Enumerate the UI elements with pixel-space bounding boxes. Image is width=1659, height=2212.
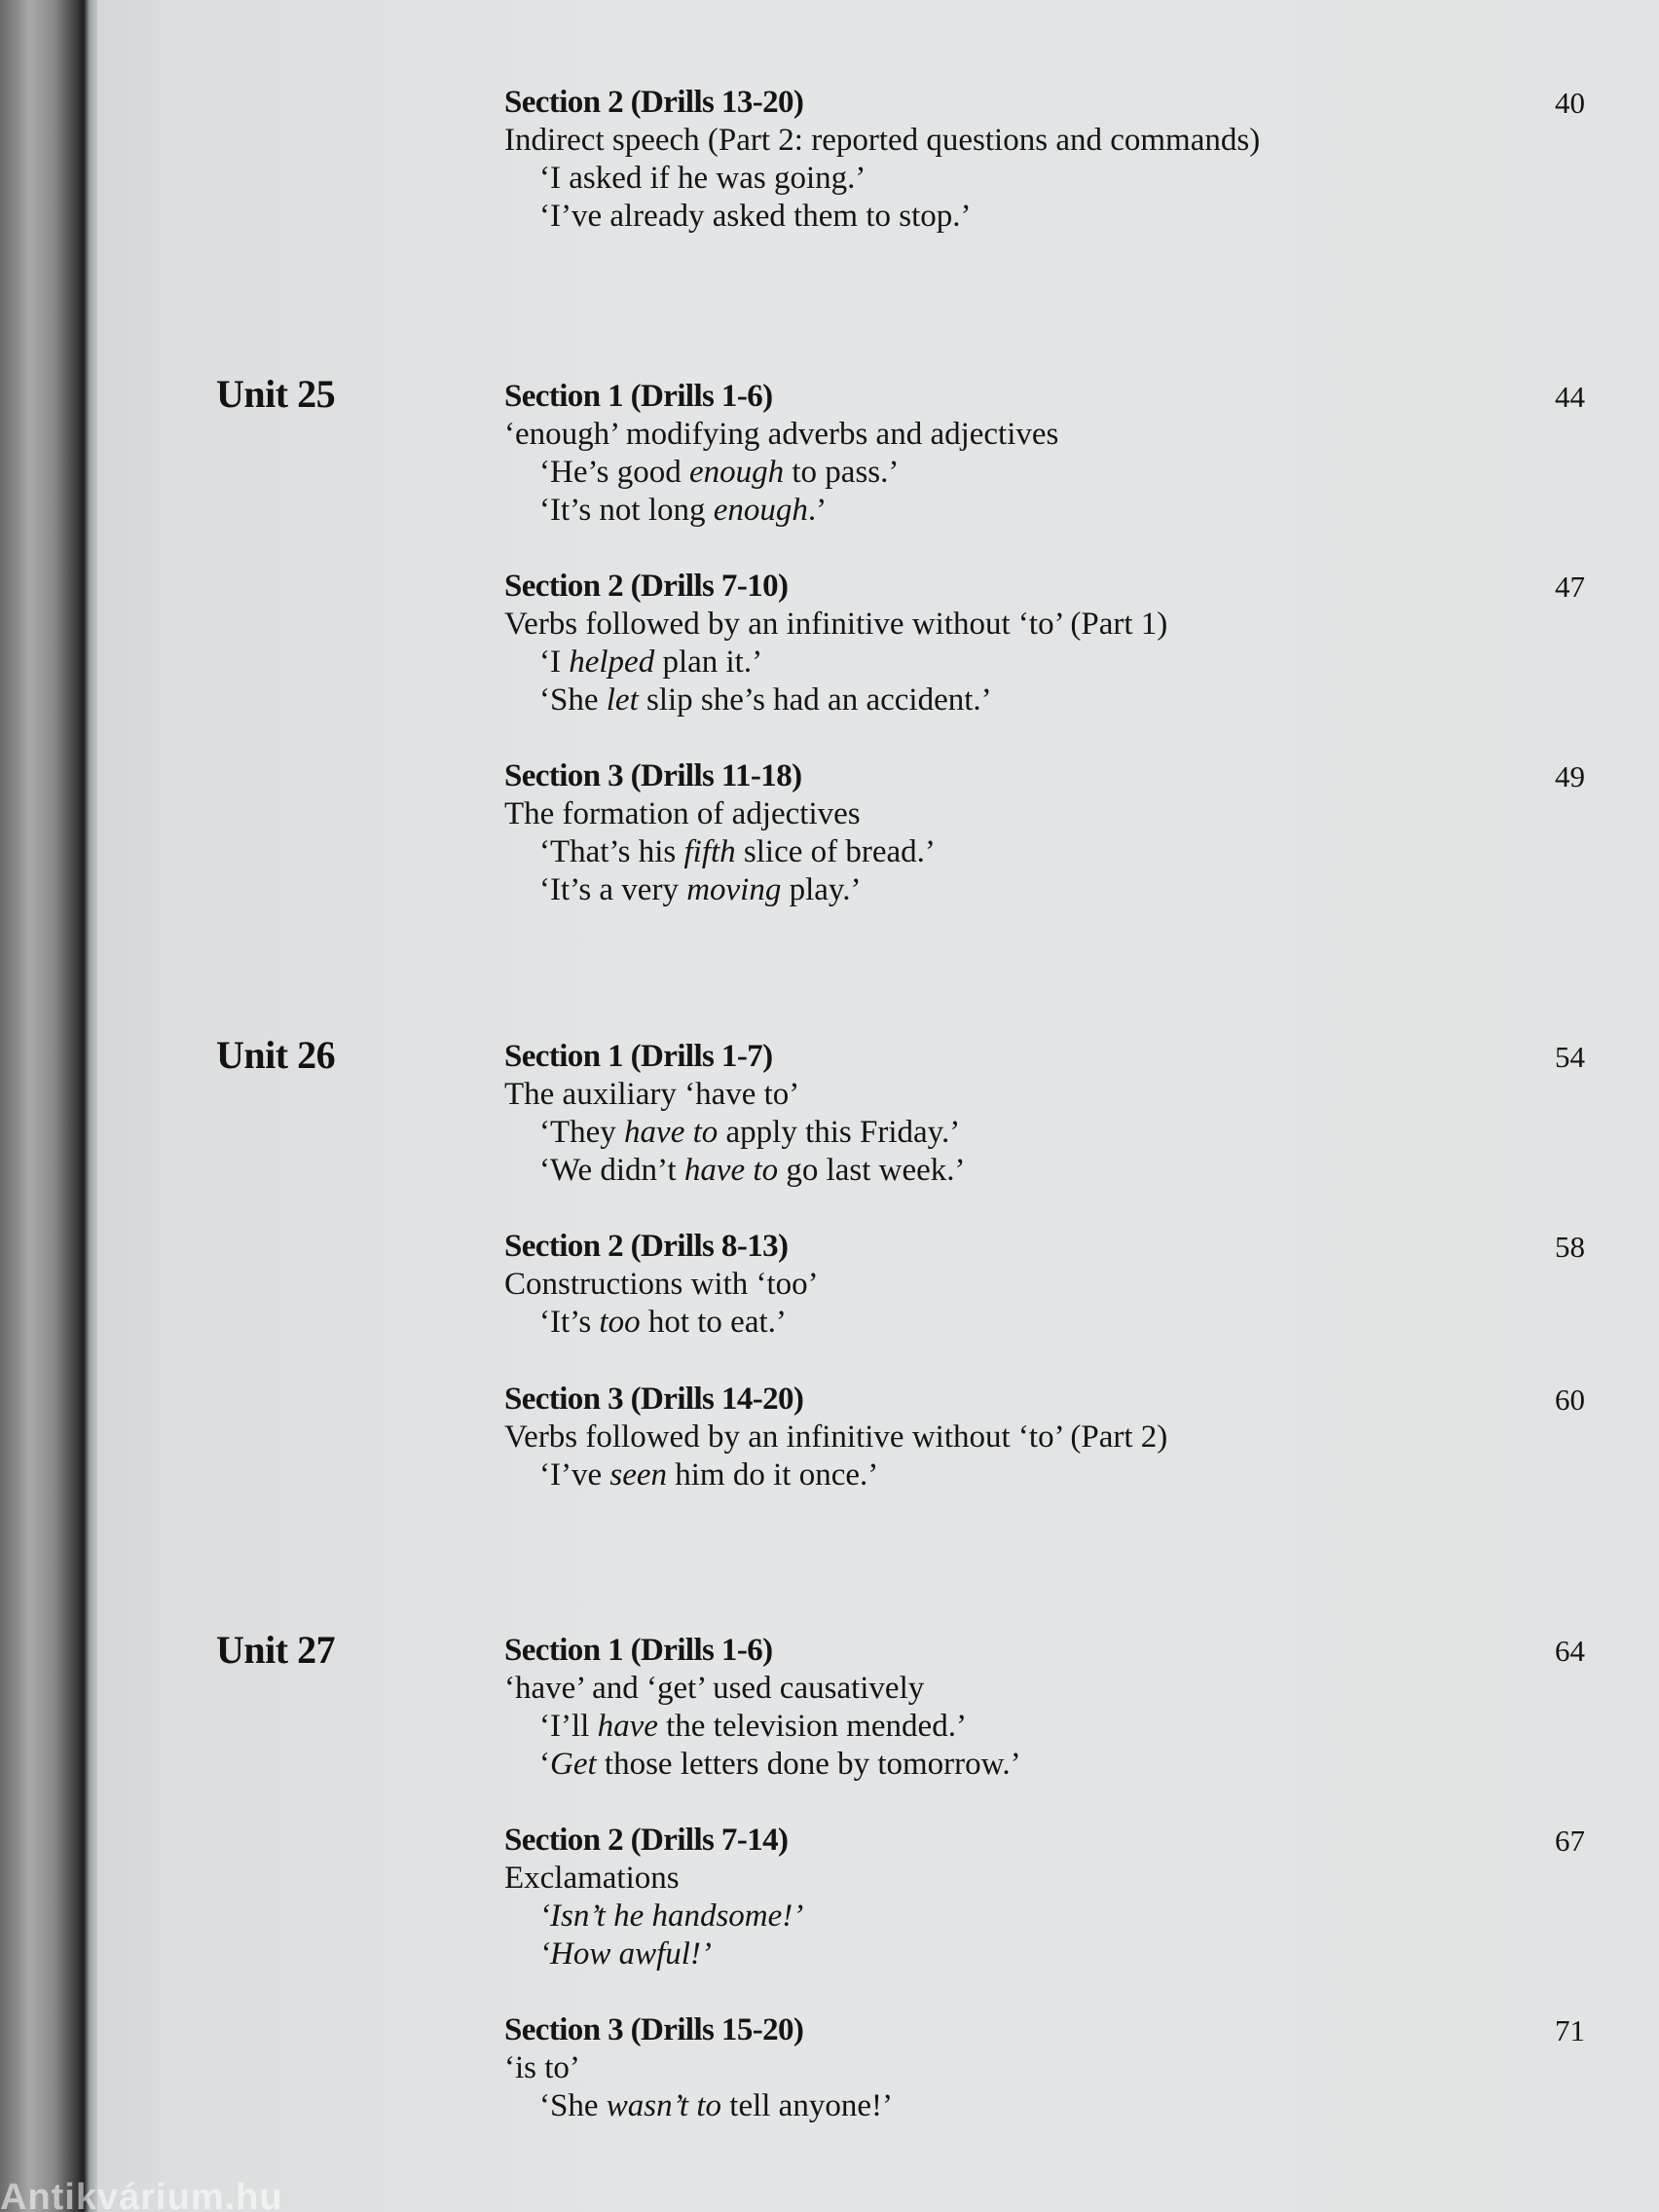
page-number: 67 bbox=[1555, 1824, 1585, 1858]
unit-heading: Unit 25 bbox=[216, 372, 336, 416]
page-number: 47 bbox=[1555, 570, 1585, 604]
section-description: ‘is to’ bbox=[504, 2050, 580, 2085]
example-sentence: ‘He’s good enough to pass.’ bbox=[539, 455, 900, 490]
example-sentence: ‘It’s a very moving play.’ bbox=[539, 872, 862, 907]
section-title: Section 1 (Drills 1-6) bbox=[504, 1633, 773, 1668]
example-sentence: ‘That’s his fifth slice of bread.’ bbox=[539, 834, 936, 869]
section-title: Section 2 (Drills 8-13) bbox=[504, 1229, 789, 1264]
page-number: 64 bbox=[1555, 1634, 1585, 1668]
example-sentence: ‘I’ve seen him do it once.’ bbox=[539, 1457, 879, 1493]
toc-entry-top bbox=[504, 84, 1585, 236]
section-title: Section 2 (Drills 7-10) bbox=[504, 569, 789, 604]
section-title: Section 1 (Drills 1-6) bbox=[504, 379, 773, 414]
page-number: 71 bbox=[1555, 2013, 1585, 2047]
section-title: Section 1 (Drills 1-7) bbox=[504, 1039, 773, 1074]
toc-entry bbox=[504, 1228, 1585, 1342]
section-title: Section 2 (Drills 13-20) bbox=[504, 85, 804, 120]
example-sentence: ‘She let slip she’s had an accident.’ bbox=[539, 682, 992, 718]
example-sentence: ‘Get those letters done by tomorrow.’ bbox=[539, 1747, 1021, 1782]
example-sentence: ‘It’s too hot to eat.’ bbox=[539, 1305, 787, 1340]
example-sentence: ‘We didn’t have to go last week.’ bbox=[539, 1153, 966, 1188]
section-title: Section 3 (Drills 14-20) bbox=[504, 1382, 804, 1417]
unit-heading: Unit 26 bbox=[216, 1033, 336, 1077]
unit-heading: Unit 27 bbox=[216, 1628, 336, 1672]
example-sentence: ‘She wasn’t to tell anyone!’ bbox=[539, 2088, 893, 2123]
section-description: Indirect speech (Part 2: reported questions and commands) bbox=[504, 123, 1261, 158]
watermark: Antikvárium.hu bbox=[0, 2177, 283, 2212]
section-description: The formation of adjectives bbox=[504, 796, 861, 831]
example-sentence: ‘I helped plan it.’ bbox=[539, 645, 763, 680]
section-title: Section 3 (Drills 15-20) bbox=[504, 2012, 804, 2047]
toc-entry bbox=[504, 378, 1585, 530]
toc-entry bbox=[504, 1038, 1585, 1190]
page-number: 40 bbox=[1555, 86, 1585, 120]
example-sentence: ‘It’s not long enough.’ bbox=[539, 493, 828, 528]
toc-entry bbox=[504, 1822, 1585, 1973]
section-description: ‘enough’ modifying adverbs and adjectives bbox=[504, 417, 1059, 452]
section-description: Verbs followed by an infinitive without ‘to’ (Part 1) bbox=[504, 607, 1168, 642]
book-binding-shadow bbox=[0, 0, 97, 2212]
section-description: Constructions with ‘too’ bbox=[504, 1267, 819, 1302]
section-description: Verbs followed by an infinitive without ‘to’ (Part 2) bbox=[504, 1419, 1168, 1455]
page-number: 44 bbox=[1555, 380, 1585, 414]
page-number: 49 bbox=[1555, 759, 1585, 793]
toc-entry bbox=[504, 568, 1585, 719]
example-sentence: ‘Isn’t he handsome!’ bbox=[539, 1899, 804, 1934]
example-sentence: ‘How awful!’ bbox=[539, 1936, 712, 1972]
example-sentence: ‘I’ll have the television mended.’ bbox=[539, 1709, 967, 1744]
example-sentence: ‘I’ve already asked them to stop.’ bbox=[539, 199, 972, 234]
section-title: Section 2 (Drills 7-14) bbox=[504, 1823, 789, 1858]
section-description: ‘have’ and ‘get’ used causatively bbox=[504, 1671, 925, 1706]
example-sentence: ‘They have to apply this Friday.’ bbox=[539, 1115, 961, 1150]
toc-entry bbox=[504, 1632, 1585, 1784]
section-description: The auxiliary ‘have to’ bbox=[504, 1077, 800, 1112]
section-description: Exclamations bbox=[504, 1861, 680, 1896]
toc-entry bbox=[504, 1381, 1585, 1494]
page-number: 58 bbox=[1555, 1230, 1585, 1264]
toc-entry bbox=[504, 757, 1585, 909]
section-title: Section 3 (Drills 11-18) bbox=[504, 758, 802, 793]
page-number: 60 bbox=[1555, 1382, 1585, 1417]
page-number: 54 bbox=[1555, 1040, 1585, 1074]
toc-entry bbox=[504, 2011, 1585, 2125]
example-sentence: ‘I asked if he was going.’ bbox=[539, 161, 866, 196]
